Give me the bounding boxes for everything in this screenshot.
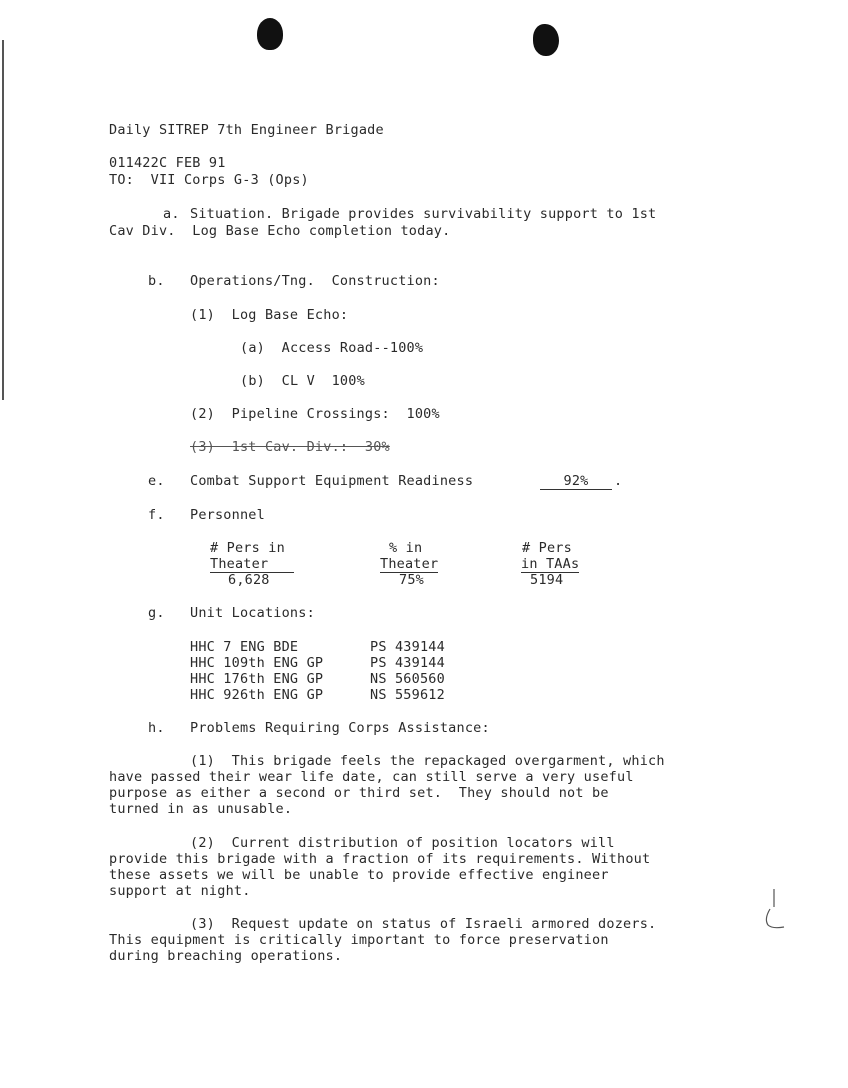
date-time-group: 011422C FEB 91 xyxy=(109,155,226,171)
pers-col1-value: 6,628 xyxy=(228,572,270,588)
para-h-label: h. xyxy=(148,720,165,736)
problem-1-line2: have passed their wear life date, can still serve a very useful xyxy=(109,769,634,785)
unit-name: HHC 176th ENG GP xyxy=(190,671,324,687)
pers-col1-header2: Theater xyxy=(210,556,294,573)
para-b-item2: (2) Pipeline Crossings: 100% xyxy=(190,406,440,422)
unit-location: PS 439144 xyxy=(370,639,445,655)
para-b-label: b. xyxy=(148,273,165,289)
para-f-text: Personnel xyxy=(190,507,265,523)
para-b-item1a: (a) Access Road--100% xyxy=(240,340,424,356)
problem-1-line4: turned in as unusable. xyxy=(109,801,293,817)
problem-1-line1: (1) This brigade feels the repackaged overgarment, which xyxy=(190,753,665,769)
para-a-line2: Cav Div. Log Base Echo completion today. xyxy=(109,223,451,239)
para-b-item1b: (b) CL V 100% xyxy=(240,373,365,389)
pers-col1-header1: # Pers in xyxy=(210,540,285,556)
problem-2-line4: support at night. xyxy=(109,883,251,899)
para-b-text: Operations/Tng. Construction: xyxy=(190,273,440,289)
problem-3-line3: during breaching operations. xyxy=(109,948,343,964)
para-e-text: Combat Support Equipment Readiness xyxy=(190,473,474,489)
problem-2-line1: (2) Current distribution of position locators will xyxy=(190,835,615,851)
addressee-line: TO: VII Corps G-3 (Ops) xyxy=(109,172,309,188)
pers-col2-header2: Theater xyxy=(380,556,439,572)
unit-name: HHC 926th ENG GP xyxy=(190,687,324,703)
para-e-end: . xyxy=(614,473,623,489)
para-f-label: f. xyxy=(148,507,165,523)
para-g-text: Unit Locations: xyxy=(190,605,315,621)
pers-col2-value: 75% xyxy=(399,572,424,588)
punch-hole-mark-left xyxy=(257,18,283,50)
unit-name: HHC 7 ENG BDE xyxy=(190,639,299,655)
pers-col2-header1: % in xyxy=(389,540,423,556)
problem-1-line3: purpose as either a second or third set. They should not be xyxy=(109,785,609,801)
punch-hole-mark-right xyxy=(533,24,559,56)
para-b-item3-struck: (3) 1st Cav. Div.: 30% xyxy=(190,439,390,455)
unit-name: HHC 109th ENG GP xyxy=(190,655,324,671)
para-b-item1: (1) Log Base Echo: xyxy=(190,307,349,323)
para-e-value: 92% xyxy=(540,473,612,490)
unit-location: NS 560560 xyxy=(370,671,445,687)
unit-location: PS 439144 xyxy=(370,655,445,671)
para-e-label: e. xyxy=(148,473,165,489)
unit-location: NS 559612 xyxy=(370,687,445,703)
problem-3-line2: This equipment is critically important to force preservation xyxy=(109,932,609,948)
para-a-label: a. xyxy=(163,206,180,222)
pers-col3-value: 5194 xyxy=(530,572,564,588)
problem-3-line1: (3) Request update on status of Israeli armored dozers. xyxy=(190,916,657,932)
pers-col3-header1: # Pers xyxy=(522,540,572,556)
para-g-label: g. xyxy=(148,605,165,621)
scan-edge-line xyxy=(2,40,4,400)
para-a-line1: Situation. Brigade provides survivability support to 1st xyxy=(190,206,657,222)
margin-bracket-mark xyxy=(760,885,790,935)
document-title: Daily SITREP 7th Engineer Brigade xyxy=(109,122,384,138)
problem-2-line2: provide this brigade with a fraction of its requirements. Without xyxy=(109,851,651,867)
problem-2-line3: these assets we will be unable to provide effective engineer xyxy=(109,867,609,883)
para-h-text: Problems Requiring Corps Assistance: xyxy=(190,720,490,736)
pers-col3-header2: in TAAs xyxy=(521,556,580,572)
